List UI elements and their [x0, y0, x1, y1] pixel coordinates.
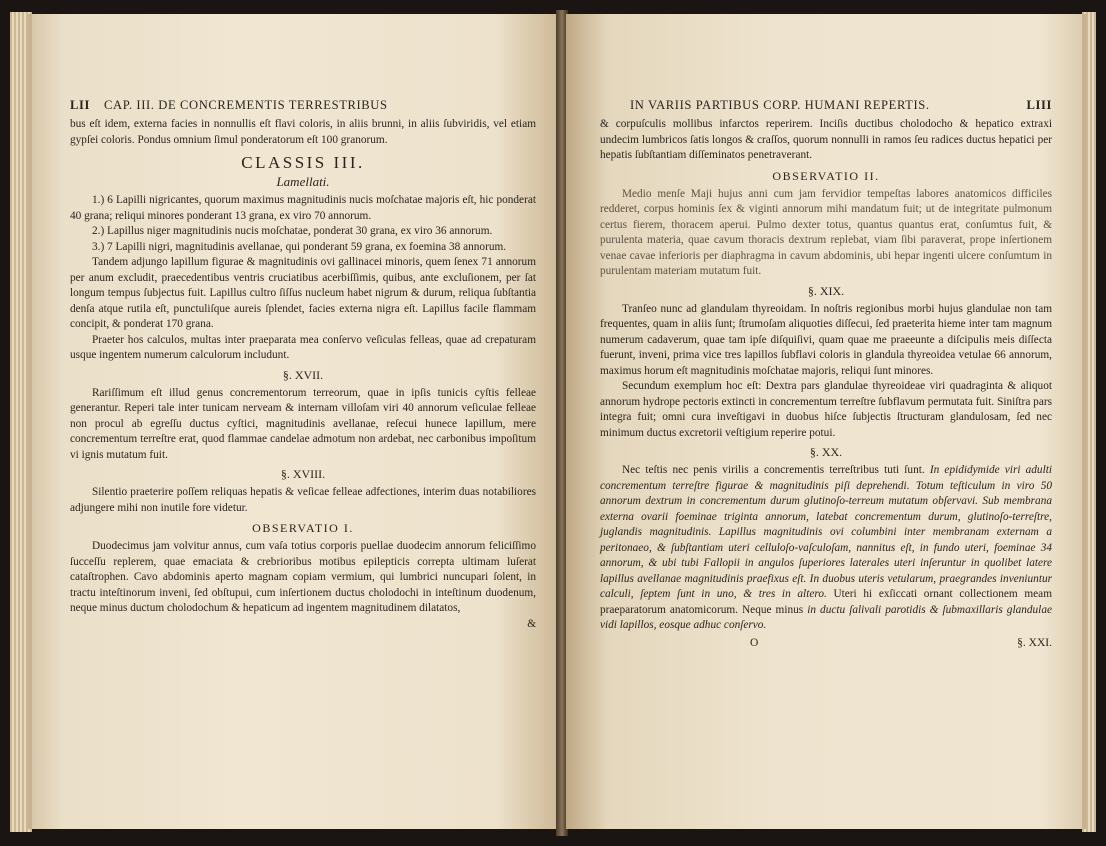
paragraph: Rariſſimum eſt illud genus concrementorum terreorum, quae in ipſis tunicis cyſtis felleae generantur. Reperi tale inter tunicam nerveam & internam villoſam viri 40 annorum veſiculae felleae non procul ab egreſſu ductus cyſtici, magnitudinis avellanae, reſecui hunece lapillum, mere concrementum terreſtre erat, quod flammae candelae admotum non ardebat, nec carbonibus impoſitum vi ignis mutatum fuit.	[70, 386, 536, 461]
paragraph: Secundum exemplum hoc eſt: Dextra pars glandulae thyreoideae viri quadraginta & aliquot annorum hydrope pectoris extincti in concrementum terreſtre ſubflavum permutata fuit. Siniſtra pars integra fuit; omni cura inveſtigavi in duobus hiſce ſubjectis ſtructuram glandulosam, ſed nec minimum ductus excretorii veſtigium reperire potui.	[600, 380, 1052, 439]
paragraph	[600, 463, 1052, 634]
signature-mark: O	[750, 636, 759, 649]
paragraph: Tranſeo nunc ad glandulam thyreoidam. In noſtris regionibus morbi hujus glandulae non tam frequentes, quam in aliis ſunt; ſtrumoſam aliquoties diſſecui, ſed praeterita hieme inter tam magnum numerum cadaverum, quae tam ipſe diſquiſivi, quam quae me praeeunte a diſcipulis meis diſſecta fuerunt, inveni, prima vice tres lapillos ſubflavi coloris in glandula thyreoidea vetulae 66 annorum, maximus horum eſt magnitudinis moſchatae majoris, reliqui ſunt minores.	[600, 302, 1052, 377]
right-page	[566, 14, 1086, 829]
observation-heading: OBSERVATIO I.	[252, 521, 354, 535]
section-heading: §. XVII.	[282, 367, 324, 382]
text-roman: Nec teſtis nec penis virilis a concrementis terreſtribus tuti ſunt.	[622, 464, 925, 476]
open-book	[10, 8, 1096, 838]
paragraph: Praeter hos calculos, multas inter praeparata mea conſervo veſiculas felleas, quae ad crepaturam usque ingentem numerum calculorum includunt.	[70, 333, 536, 361]
paragraph: Silentio praeterire poſſem reliquas hepatis & veſicae felleae adfectiones, interim duas notabiliores adjungere mihi non inutile fore videtur.	[70, 486, 536, 514]
running-head-right	[600, 98, 1052, 113]
observation-heading: OBSERVATIO II.	[772, 168, 880, 183]
catchword: &	[527, 617, 536, 630]
section-heading: §. XVIII.	[280, 467, 326, 481]
classis-subtitle: Lamellati.	[276, 174, 330, 189]
paragraph-continuation: & corpuſculis mollibus infarctos reperirem. Inciſis ductibus cholodocho & hepatico extraxi undecim lumbricos ſatis longos & craſſos, quorum nonnulli in ramos ſeu radices ductus hepatici per hepatis ſubſtantiam diſſeminatos penetraverant.	[600, 118, 1052, 161]
page-number-right: LIII	[1026, 98, 1052, 112]
page-number-left: LII	[70, 98, 91, 112]
running-head-title-right: IN VARIIS PARTIBUS CORP. HUMANI REPERTIS.	[630, 98, 930, 112]
running-head-title-left: CAP. III. DE CONCREMENTIS TERRESTRIBUS	[104, 98, 388, 112]
left-page	[28, 14, 558, 829]
running-head-left	[70, 98, 536, 113]
list-item: 1.) 6 Lapilli nigricantes, quorum maximus magnitudinis nucis moſchatae majoris eſt, hic ponderat 40 grana; reliqui minores ponderant 13 grana, ex viro 70 annorum.	[70, 194, 536, 222]
text-roman: Uteri hi exſiccati ornant collectionem meam praeparatorum anatomicorum. Neque minus	[600, 588, 1052, 616]
paragraph-continuation: bus eſt idem, externa facies in nonnullis eſt flavi coloris, in aliis brunni, in aliis ſubviridis, vel etiam gypſei coloris. Pondus omnium ſimul ponderatorum eſt 100 granorum.	[70, 118, 536, 146]
page-footer-right	[600, 637, 1052, 649]
list-item: 3.) 7 Lapilli nigri, magnitudinis avellanae, qui ponderant 59 grana, ex foemina 38 annorum.	[92, 240, 507, 253]
paragraph: Tandem adjungo lapillum figurae & magnitudinis ovi gallinacei minoris, quem ſenex 71 annorum per anum excludit, praecedentibus ventris cruciatibus acerbiſſimis, quibus, ante excluſionem, per ſat longum tempus ſubjectus fuit. Lapillus cultro ſiſſus nucleum habet nigrum & durum, reliqua ſubſtantia denſa atque rutila eſt, punctuliſque aureis ſplendet, facies externa nigra eſt. Lapillus facile flammam concipit, & ponderat 170 grana.	[70, 256, 536, 330]
list-item: 2.) Lapillus niger magnitudinis nucis moſchatae, ponderat 30 grana, ex viro 36 annorum.	[92, 225, 493, 237]
catchword: §. XXI.	[1017, 636, 1052, 649]
paragraph: Duodecimus jam volvitur annus, cum vaſa totius corporis puellae duodecim annorum feliciſſimo ſucceſſu replerem, quae emaciata & crebrioribus motibus epilepticis correpta ultimam luſerat cataſtrophen. Cavo abdominis aperto magnam copiam vermium, qui lumbrici nuncupari ſolent, in tractu inteſtinorum inveni, ſed obſtupui, cum inſertionem ductus cholodochi in inteſtinum duodenum, neque minus ductum cholodochum & hepaticum ad ingentem magnitudinem dilatatos,	[70, 540, 536, 614]
catchword-left	[70, 618, 536, 630]
section-heading: §. XIX.	[807, 283, 845, 298]
text-italic: In epididymide viri adulti concrementum terreſtre figurae & magnitudinis piſi deprehendi. Totum teſticulum in viro 50 annorum dextrum in concrementum durum glutinoſo-terreum mutatum obſervavi. Sub membrana externa ovarii foeminae triginta annorum, latebat concrementum durum, glutinoſo-terreſtre, juglandis magnitudinis. Lapillus magnitudinis ovi columbini inter membranam externam a peritonaeo, & ſubſtantiam uteri celluloſo-vaſculoſam, nannitus eſt, in fundo uteri, foeminae 34 annorum, & ubi tubi Fallopii in angulos ſuperiores laterales uteri inſeruntur in quolibet latere lapillus avellanae magnitudinis praefixus eſt. In duobus uteris vetularum, praegrandes inveniuntur calculi, ſeptem ſunt in uno, & tres in altero.	[600, 464, 1052, 600]
text-italic: in ductu ſalivali parotidis & ſubmaxillaris glandulae vidi lapillos, eosque adhuc conſervo.	[600, 603, 1052, 631]
section-heading: §. XX.	[809, 445, 843, 459]
classis-heading: CLASSIS III.	[241, 153, 365, 172]
paragraph: Medio menſe Maji hujus anni cum jam fervidior tempeſtas labores anatomicos difficiles redderet, corpus hominis ſex & viginti annorum mihi mandatum fuit; ut de integritate pulmonum certus fierem, thoracem aperui. Pulmo dexter totus, quantus quantus erat, conſumtus fuit, & purulenta materia, quae cavum thoracis dextrum replebat, viam ſibi paraverat, prope inſertionem venae cavae inferioris per diaphragma in cavum abdominis, ubi hepar ingenti ulcere conſumtum in purulentam materiam mutatum fuit.	[600, 187, 1052, 277]
